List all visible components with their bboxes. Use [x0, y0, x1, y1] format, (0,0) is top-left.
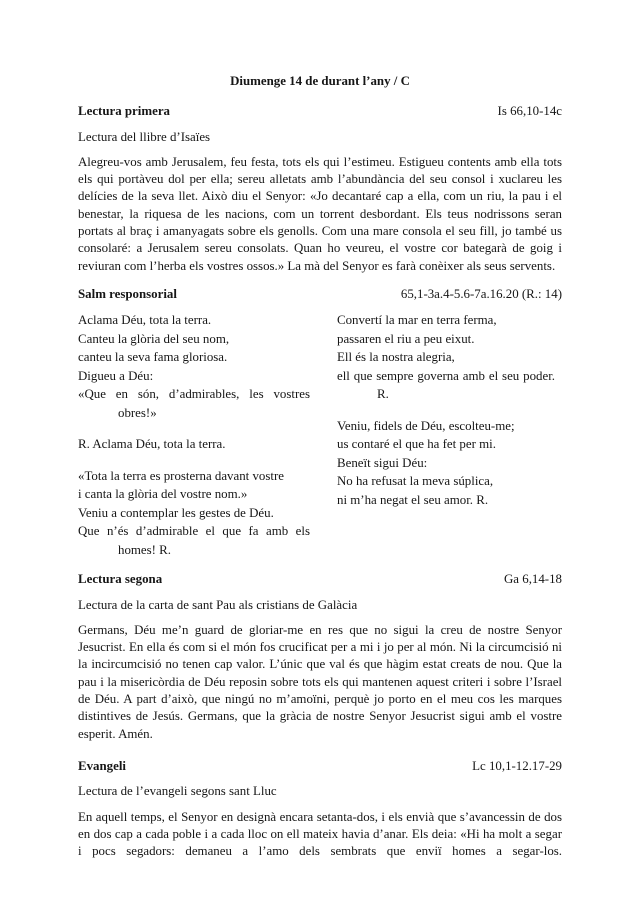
- first-reading-body: Alegreu-vos amb Jerusalem, feu festa, tots els qui l’estimeu. Estigueu contents amb ella tots els qui portàveu dol per ella; sereu alletats amb l’abundància del seu consol i xuclareu les delícies de la seva llet. Això diu el Senyor: «Jo decantaré cap a ella, com un riu, la pau i el benestar, la riquesa de les nacions, com un torrent desbordant. Els teus nodrissons seran portats al braç i amanyagats sobre els genolls. Com una mare consola el seu fill, jo també us consolaré: a Jerusalem sereu consolats. Quan ho veureu, el vostre cor bategarà de goig i reviuran com l’herba els vostres ossos.» La mà del Senyor es farà conèixer als seus servents.: [78, 154, 562, 273]
- psalm-verse-line: Beneït sigui Déu:: [337, 455, 428, 470]
- psalm-stanza: [78, 467, 310, 560]
- psalm-verse-line: passaren el riu a peu eixut.: [337, 331, 475, 346]
- first-reading-source: Lectura del llibre d’Isaïes: [78, 129, 211, 144]
- psalm-verse-line: Convertí la mar en terra ferma,: [337, 313, 497, 328]
- psalm-verse-line: Digueu a Déu:: [78, 368, 154, 383]
- gospel-heading: Evangeli: [78, 758, 126, 773]
- second-reading-heading: Lectura segona: [78, 572, 163, 587]
- psalm-verse-line: ni m’ha negat el seu amor. R.: [337, 492, 489, 507]
- gospel-heading-row: [78, 758, 562, 775]
- psalm-verse-line: Canteu la glòria del seu nom,: [78, 331, 230, 346]
- psalm-verse-line: Que n’és d’admirable el que fa amb els homes! R.: [78, 524, 310, 557]
- psalm-heading: Salm responsorial: [78, 286, 177, 301]
- psalm-verse-line: Ell és la nostra alegria,: [337, 350, 455, 365]
- psalm-verse-line: Veniu, fidels de Déu, escolteu-me;: [337, 418, 515, 433]
- psalm-verse-line: Aclama Déu, tota la terra.: [78, 313, 212, 328]
- psalm-verse-line: canteu la seva fama gloriosa.: [78, 350, 228, 365]
- psalm-stanza: [78, 435, 310, 454]
- first-reading-heading: Lectura primera: [78, 104, 170, 119]
- psalm-verse-line: i canta la glòria del vostre nom.»: [78, 487, 248, 502]
- psalm-verse-line: «Tota la terra es prosterna davant vostre: [78, 468, 284, 483]
- psalm-verse-line: Veniu a contemplar les gestes de Déu.: [78, 505, 274, 520]
- psalm-right-column: [337, 311, 555, 559]
- psalm-verse-line: us contaré el que ha fet per mi.: [337, 437, 496, 452]
- second-reading-source: Lectura de la carta de sant Pau als cristians de Galàcia: [78, 597, 358, 612]
- psalm-columns: [78, 311, 562, 559]
- second-reading-heading-row: [78, 571, 562, 588]
- gospel-reference: Lc 10,1-12.17-29: [472, 758, 562, 773]
- psalm-heading-row: [78, 286, 562, 303]
- psalm-verse-line: R. Aclama Déu, tota la terra.: [78, 437, 226, 452]
- second-reading-body: Germans, Déu me’n guard de gloriar-me en res que no sigui la creu de nostre Senyor Jesucrist. En ella és com si el món fos crucificat per a mi i jo per al món. Ni la circumcisió ni la incircumcisió no tenen cap valor. L’únic que val és que hàgim estat creats de nou. Que la pau i la misericòrdia de Déu reposin sobre tots els qui mantenen aquest criteri i sobre l’Israel de Déu. A part d’això, que ningú no m’amoïni, perquè jo porto en el meu cos les marques distintives de Jesús. Germans, que la gràcia de nostre Senyor Jesucrist sigui amb el vostre esperit. Amén.: [78, 622, 562, 741]
- psalm-verse-line: ell que sempre governa amb el seu poder. R.: [337, 368, 555, 402]
- psalm-verse-line: «Que en són, d’admirables, les vostres obres!»: [78, 387, 310, 420]
- first-reading-reference: Is 66,10-14c: [497, 104, 562, 119]
- first-reading-heading-row: [78, 103, 562, 120]
- psalm-stanza: [337, 311, 555, 404]
- psalm-left-column: [78, 311, 310, 559]
- psalm-stanza: [78, 311, 310, 422]
- psalm-verse-line: No ha refusat la meva súplica,: [337, 474, 494, 489]
- psalm-reference: 65,1-3a.4-5.6-7a.16.20 (R.: 14): [400, 286, 562, 301]
- page-title: Diumenge 14 de durant l’any / C: [230, 74, 410, 88]
- gospel-body: En aquell temps, el Senyor en designà encara setanta-dos, i els envià que s’avancessin de dos en dos cap a cada poble i a cada lloc on ell mateix havia d’anar. Els deia: «Hi ha molt a segar i pocs segadors: demaneu a l’amo dels sembrats que enviï homes a segar-los.: [78, 809, 562, 859]
- psalm-stanza: [337, 417, 555, 510]
- gospel-source: Lectura de l’evangeli segons sant Lluc: [78, 784, 277, 799]
- second-reading-reference: Ga 6,14-18: [504, 572, 562, 587]
